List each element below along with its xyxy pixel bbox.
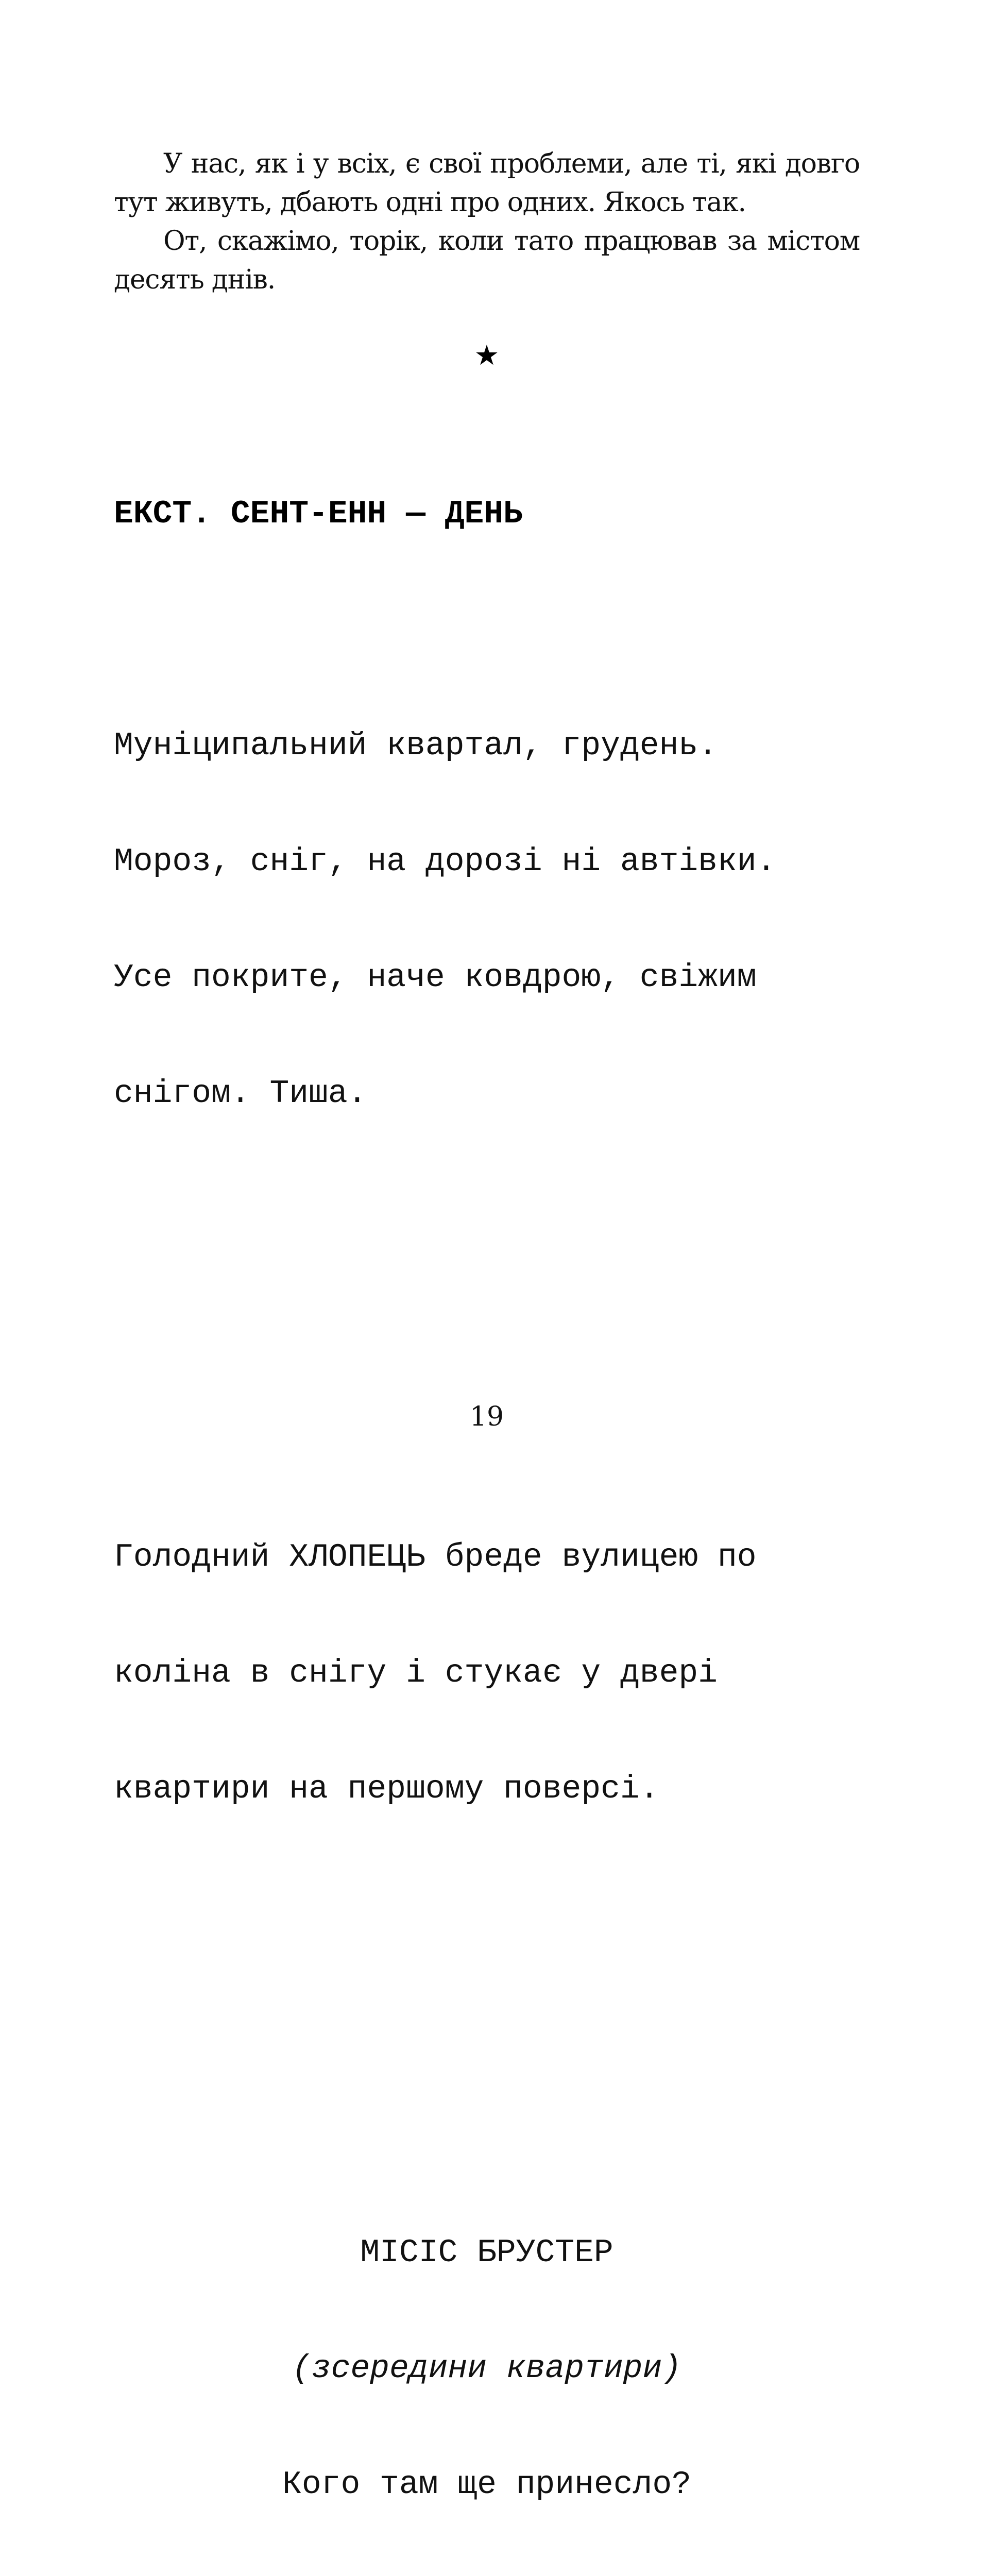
dialogue-line: Кого там ще принесло?: [282, 2466, 691, 2503]
blank-line: [114, 2002, 860, 2040]
action-line: квартири на першому поверсі.: [114, 1771, 659, 1807]
action-line: Муніципальний квартал, грудень.: [114, 727, 718, 764]
star-icon: ★: [474, 339, 500, 371]
action-block: [114, 649, 860, 1190]
parenthetical: (зсередини квартири): [292, 2350, 682, 2387]
page-number: 19: [469, 1401, 504, 1432]
action-block: [114, 1461, 860, 1886]
screenplay-excerpt: [114, 417, 860, 2576]
section-break: [0, 340, 974, 371]
prose-paragraph: У нас, як і у всіх, є свої проблеми, але ті, які довго тут живуть, дбають одні про одних. Якось так.: [114, 148, 860, 218]
prose-block: [114, 145, 860, 299]
dialogue-block: [114, 2156, 860, 2576]
blank-line: [114, 1306, 860, 1345]
action-line: снігом. Тиша.: [114, 1075, 367, 1112]
action-line: коліна в снігу і стукає у двері: [114, 1655, 718, 1691]
character-name: МІСІС БРУСТЕР: [360, 2234, 613, 2271]
action-line: Голодний ХЛОПЕЦЬ бреде вулицею по: [114, 1539, 757, 1575]
action-line: Мороз, сніг, на дорозі ні автівки.: [114, 843, 776, 880]
action-line: Усе покрите, наче ковдрою, свіжим: [114, 959, 757, 996]
prose-paragraph: От, скажімо, торік, коли тато працював за містом десять днів.: [114, 226, 860, 295]
scene-heading: ЕКСТ. СЕНТ-ЕНН — ДЕНЬ: [114, 496, 523, 532]
